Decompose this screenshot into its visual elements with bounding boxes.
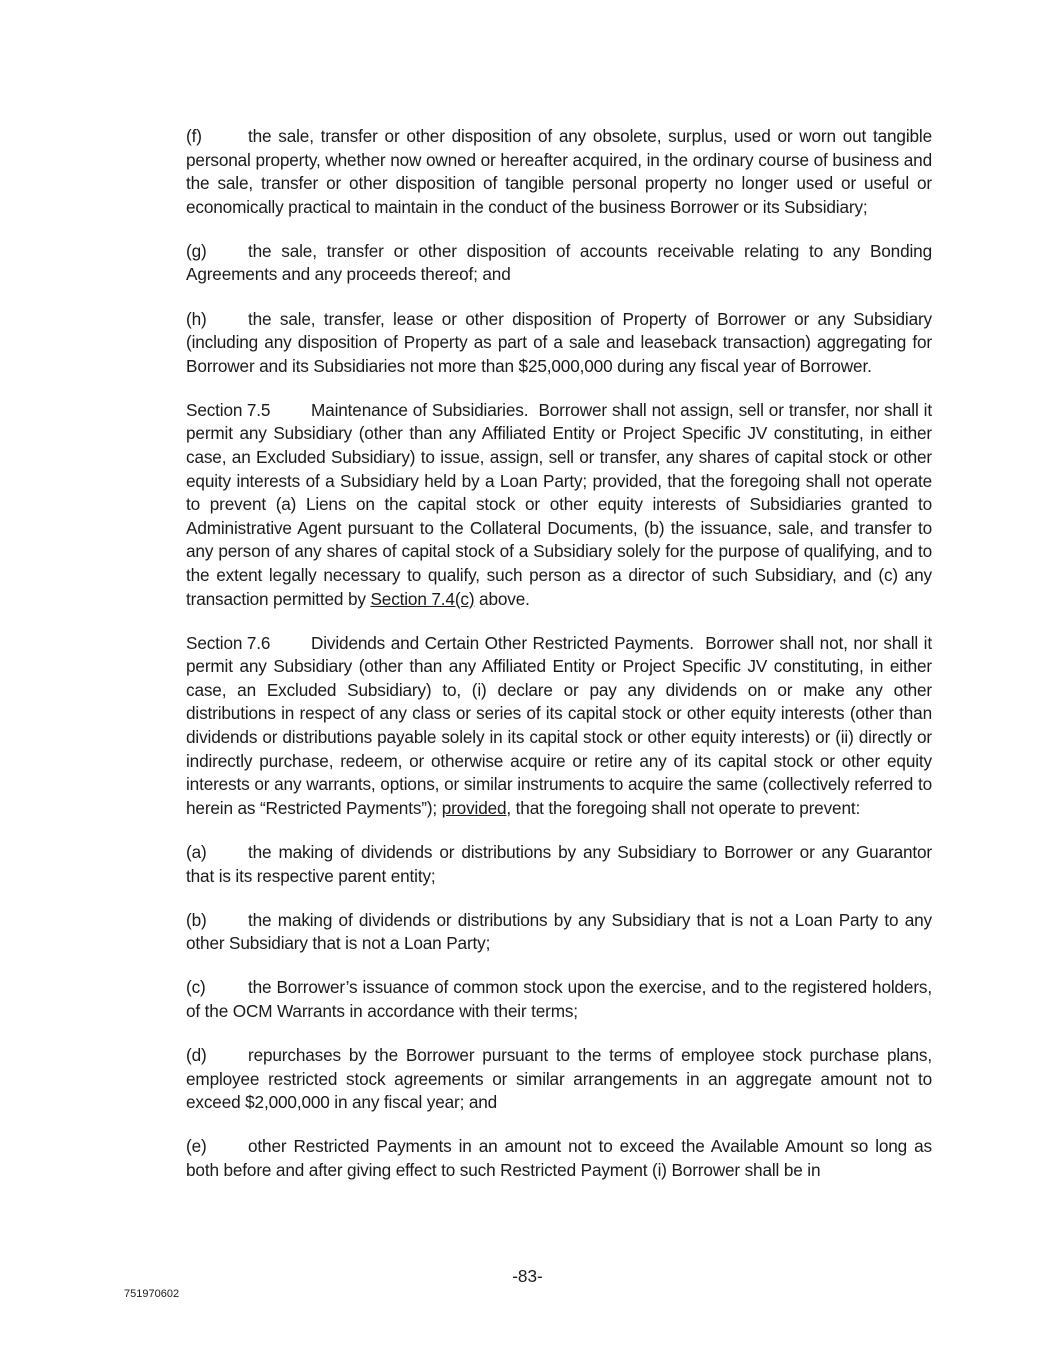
clause-text: repurchases by the Borrower pursuant to the terms of employee stock purchase plans, employee restricted stock agreements or similar arrangements in an aggregate amount not to exceed $2,000,000 in any fiscal year; and: [186, 1045, 932, 1113]
document-id: 751970602: [124, 1288, 180, 1300]
document-body: [124, 125, 932, 1203]
provided-term: provided: [441, 797, 507, 818]
paragraph-f: [124, 125, 932, 219]
clause-text: the Borrower’s issuance of common stock upon the exercise, and to the registered holders, of the OCM Warrants in accordance with their terms;: [186, 977, 932, 1021]
clause-marker: (d): [186, 1045, 207, 1065]
clause-text: other Restricted Payments in an amount not to exceed the Available Amount so long as both before and after giving effect to such Restricted Payment (i) Borrower shall be in: [186, 1136, 932, 1180]
section-number: Section 7.5: [186, 399, 271, 420]
section-reference: Section 7.4(c): [370, 588, 475, 609]
section-title: Maintenance of Subsidiaries.: [311, 399, 529, 420]
section-text-end: above.: [479, 588, 530, 609]
section-text: Borrower shall not, nor shall it permit any Subsidiary (other than any Affiliated Entity or Project Specific JV constituting, in either case, an Excluded Subsidiary) to, (i) declare or pay any dividends on or make any other distributions in respect of any class or series of its capital stock or other equity interests (other than dividends or distributions payable solely in its capital stock or other equity interests) or (ii) directly or indirectly purchase, redeem, or otherwise acquire or retire any of its capital stock or other equity interests or any warrants, options, or similar instruments to acquire the same (collectively referred to herein as “Restricted Payments”);: [186, 632, 932, 818]
paragraph-h: [124, 308, 932, 379]
paragraph-c: [124, 976, 932, 1023]
clause-marker: (b): [186, 909, 207, 930]
clause-text: the sale, transfer or other disposition of any obsolete, surplus, used or worn out tangible personal property, whether now owned or hereafter acquired, in the ordinary course of business and the sale, transfer or other disposition of tangible personal property no longer used or useful or economically practical to maintain in the conduct of the business Borrower or its Subsidiary;: [186, 126, 932, 217]
section-text-end: , that the foregoing shall not operate to prevent:: [506, 797, 861, 818]
clause-text: the making of dividends or distributions by any Subsidiary that is not a Loan Party to any other Subsidiary that is not a Loan Party;: [186, 909, 932, 954]
paragraph-b: [124, 909, 932, 956]
paragraph-a: [124, 841, 932, 888]
clause-marker: (g): [186, 240, 207, 261]
paragraph-g: [124, 240, 932, 287]
section-title: Dividends and Certain Other Restricted Payments.: [311, 632, 694, 653]
section-number: Section 7.6: [186, 632, 271, 653]
clause-marker: (a): [186, 841, 207, 862]
section-7-6: [124, 632, 932, 821]
clause-marker: (h): [186, 308, 207, 329]
clause-marker: (c): [186, 977, 206, 998]
paragraph-e: [124, 1135, 932, 1182]
page-number: -83-: [512, 1266, 543, 1286]
clause-text: the making of dividends or distributions by any Subsidiary to Borrower or any Guarantor that is its respective parent entity;: [186, 841, 932, 886]
section-text: Borrower shall not assign, sell or transfer, nor shall it permit any Subsidiary (other than any Affiliated Entity or Project Specific JV constituting, in either case, an Excluded Subsidiary) to issue, assign, sell or transfer, any shares of capital stock or other equity interests of a Subsidiary held by a Loan Party; provided, that the foregoing shall not operate to prevent (a) Liens on the capital stock or other equity interests of Subsidiaries granted to Administrative Agent pursuant to the Collateral Documents, (b) the issuance, sale, and transfer to any person of any shares of capital stock of a Subsidiary solely for the purpose of qualifying, and to the extent legally necessary to qualify, such person as a director of such Subsidiary, and (c) any transaction permitted by: [186, 399, 932, 609]
clause-marker: (e): [186, 1136, 207, 1157]
paragraph-d: [124, 1044, 932, 1115]
section-7-5: [124, 399, 932, 611]
clause-text: the sale, transfer or other disposition of accounts receivable relating to any Bonding Agreements and any proceeds thereof; and: [186, 240, 932, 285]
clause-text: the sale, transfer, lease or other disposition of Property of Borrower or any Subsidiary (including any disposition of Property as part of a sale and leaseback transaction) aggregating for Borrower and its Subsidiaries not more than $25,000,000 during any fiscal year of Borrower.: [186, 308, 932, 376]
clause-marker: (f): [186, 126, 202, 146]
